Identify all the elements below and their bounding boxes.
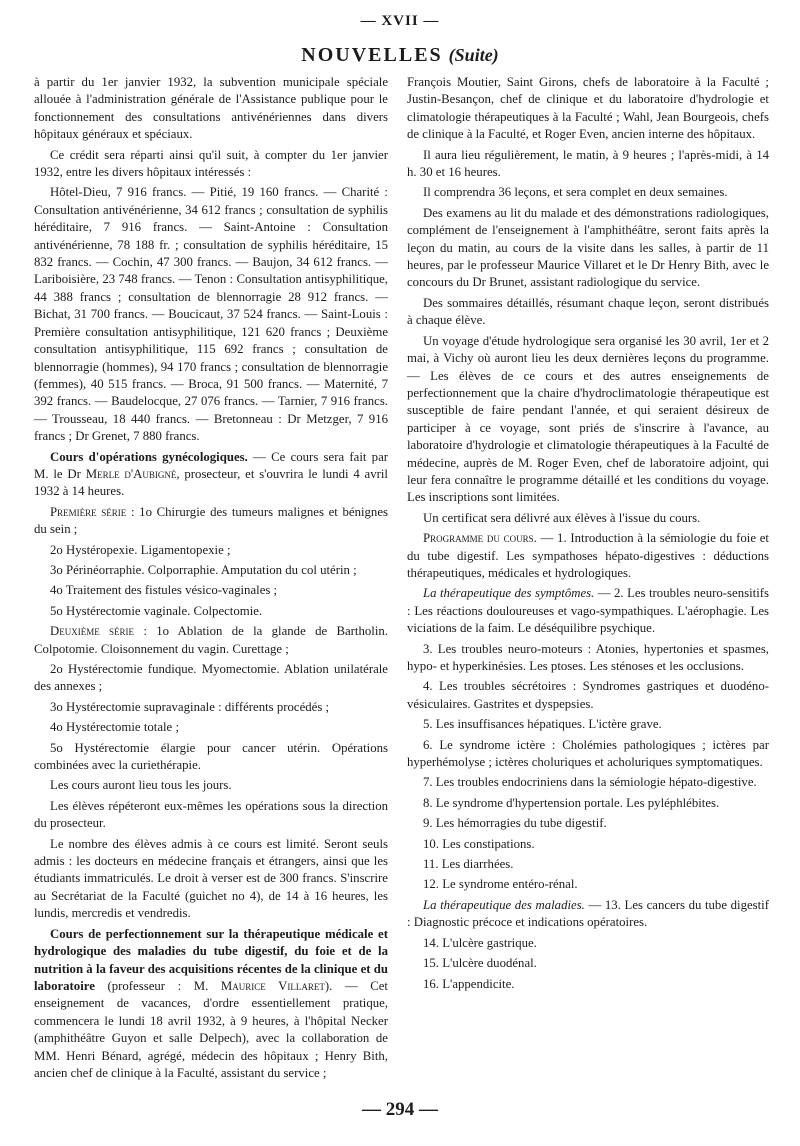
serie1-item: 2o Hystéropexie. Ligamentopexie ; — [50, 542, 231, 557]
lessons-paragraph: Il comprendra 36 leçons, et sera complet en deux semaines. — [423, 185, 728, 200]
voyage-paragraph: Un voyage d'étude hydrologique sera organisé les 30 avril, 1er et 2 mai, à Vichy où auront lieu les deux dernières leçons du programme. — Les élèves de ce cours et des autres enseignements de perfectionnement que la chaire d'hydroclimatologie thérapeutique est susceptible de faire pendant l'année, et qui seraient désireux de participer à ce voyage, sont priés de s'inscrire à l'avance, au laboratoire d'hydrologie et climatologie thérapeutiques à la Faculté de médecine, auprès de M. Roger Even, chef de laboratoire adjoint, qui leur fera connaître le programme détaillé et les conditions du voyage. Les inscriptions sont limitées. — [407, 333, 769, 505]
program-item: 16. L'appendicite. — [423, 976, 515, 991]
schedule-paragraph: Il aura lieu régulièrement, le matin, à 9 heures ; l'après-midi, à 14 h. 30 et 16 heures. — [407, 147, 769, 180]
serie2-item: 4o Hystérectomie totale ; — [50, 720, 179, 735]
credit-paragraph: Ce crédit sera réparti ainsi qu'il suit, à compter du 1er janvier 1932, entre les divers hôpitaux intéressés : — [34, 147, 388, 180]
serie1-item: 5o Hystérectomie vaginale. Colpectomie. — [50, 603, 263, 618]
exams-paragraph: Des examens au lit du malade et des démonstrations radiologiques, complément de l'enseignement à l'amphithéâtre, seront faits après la leçon du matin, au cours de la visite dans les salles, à partir de 11 heures, par le professeur Maurice Villaret et le Dr Henry Bith, avec le concours du Dr Brunet, assistant radiologique du service. — [407, 205, 769, 290]
collaborators-paragraph: François Moutier, Saint Girons, chefs de laboratoire à la Faculté ; Justin-Besançon, chef de clinique et du laboratoire d'hydrologie et climatologie thérapeutiques à la Faculté ; Wahl, Jean Bourgeois, chefs de clinique à la Faculté, et Roger Even, ancien interne des hôpitaux. — [407, 75, 769, 142]
program-item: 14. L'ulcère gastrique. — [423, 935, 537, 950]
program-item: 12. Le syndrome entéro-rénal. — [423, 877, 578, 892]
program-item: 10. Les constipations. — [423, 836, 535, 851]
serie2-item: 3o Hystérectomie supravaginale : différents procédés ; — [50, 699, 330, 714]
serie2-first-item: Deuxième série : 1o Ablation de la glande de Bartholin. Colpotomie. Cloisonnement du vagin. Curettage ; — [34, 624, 388, 656]
serie2-label: Deuxième série — [50, 624, 135, 639]
serie1-first-item: Première série : 1o Chirurgie des tumeurs malignes et bénignes du sein ; — [34, 504, 388, 537]
serie1-item: 4o Traitement des fistules vésico-vaginales ; — [50, 583, 278, 598]
gyn-course-paragraph: Cours d'opérations gynécologiques. — Ce cours sera fait par M. le Dr Merle d'Aubigné, prosecteur, et s'ouvrira le lundi 4 avril 1932 à 14 heures. — [34, 449, 389, 499]
page-number: — 294 — — [362, 1099, 438, 1120]
repeat-paragraph: Les élèves répéteront eux-mêmes les opérations sous la direction du prosecteur. — [34, 798, 388, 831]
right-column — [407, 74, 769, 996]
symptoms-paragraph: La thérapeutique des symptômes. — 2. Les troubles neuro-sensitifs : Les réactions douloureuses et vago-sympathiques. L'aérophagie. Les viciations de la faim. Le déséquilibre psychique. — [407, 586, 769, 636]
section-title-suffix: (Suite) — [448, 45, 499, 65]
serie1-item: 3o Périnéorraphie. Colporraphie. Amputation du col utérin ; — [50, 562, 357, 577]
hospital-list-paragraph: Hôtel-Dieu, 7 916 francs. — Pitié, 19 160 francs. — Charité : Consultation antivénérienne, 34 612 francs ; consultation de syphilis héréditaire, 7 916 francs. — Saint-Antoine : Consultation antivénérienne, 78 188 fr. ; consultation de syphilis héréditaire, 15 832 francs. — Cochin, 47 300 francs. — Baujon, 34 612 francs. — Lariboisière, 23 748 francs. — Tenon : Consultation antisyphilitique, 44 388 francs ; consultation de blennorragie 28 912 francs. — Bichat, 31 700 francs. — Boucicaut, 37 524 francs. — Saint-Louis : Première consultation antisyphilitique, 121 620 francs ; Deuxième consultation antisyphilitique, 115 692 francs ; consultation de blennorragie (hommes), 94 170 francs ; consultation de blennorragie (femmes), 40 515 francs. — Broca, 91 500 francs. — Maternité, 7 392 francs. — Baudelocque, 27 076 francs. — Tarnier, 7 916 francs. — Trousseau, 18 440 francs. — Bretonneau : Dr Metzger, 7 916 francs ; Dr Grenet, 7 880 francs. — [34, 185, 388, 444]
program-item: 7. Les troubles endocriniens dans la sémiologie hépato-digestive. — [423, 775, 757, 790]
section-title: NOUVELLES — [301, 44, 443, 66]
diseases-label: La thérapeutique des maladies. — [423, 897, 585, 912]
program-paragraph: Programme du cours. — 1. Introduction à la sémiologie du foie et du tube digestif. Les sympathoses hépato-digestives : déductions thérapeutiques, médicales et hydrologiques. — [407, 531, 769, 580]
program-item: 11. Les diarrhées. — [423, 857, 514, 872]
page-roman-numeral: — XVII — — [360, 13, 440, 29]
program-item: 5. Les insuffisances hépatiques. L'ictère grave. — [423, 717, 662, 732]
page-title — [0, 44, 800, 67]
program-item: 9. Les hémorragies du tube digestif. — [423, 816, 607, 831]
serie2-item: 5o Hystérectomie élargie pour cancer utérin. Opérations combinées avec la curiethérapie. — [34, 740, 388, 773]
gyn-course-heading: Cours d'opérations gynécologiques. — [50, 449, 248, 464]
program-item: 6. Le syndrome ictère : Cholémies pathologiques ; ictères par hyperhémolyse ; ictères choluriques et acholuriques symptomatiques. — [407, 737, 769, 770]
gyn-course-lecturer: Merle d'Aubigné — [85, 466, 177, 481]
serie1-label: Première série — [50, 504, 127, 519]
perf-course-professor: Maurice Villaret — [220, 978, 325, 993]
program-item: 3. Les troubles neuro-moteurs : Atonies, hypertonies et spasmes, hypo- et hyperkinésies. Les ptoses. Les sténoses et les occlusions. — [407, 641, 769, 673]
program-label: Programme du cours — [423, 531, 534, 546]
diseases-paragraph: La thérapeutique des maladies. — 13. Les cancers du tube digestif : Diagnostic précoce et indications opératoires. — [407, 897, 769, 930]
serie2-item: 2o Hystérectomie fundique. Myomectomie. Ablation unilatérale des annexes ; — [34, 662, 388, 694]
limit-paragraph: Le nombre des élèves admis à ce cours est limité. Seront seuls admis : les docteurs en médecine français et étrangers, ainsi que les étudiants immatriculés. Le droit à verser est de 300 francs. S'inscrire au Secrétariat de la Faculté (guichet no 4), de 14 à 16 heures, les lundis, mercredis et vendredis. — [34, 836, 388, 921]
symptoms-label: La thérapeutique des symptômes. — [423, 586, 595, 601]
subsidy-paragraph: à partir du 1er janvier 1932, la subvention municipale spéciale allouée à l'administration générale de l'Assistance publique pour le fonctionnement des consultations antivénériennes dans divers hôpitaux généraux et spéciaux. — [34, 75, 388, 142]
certificate-paragraph: Un certificat sera délivré aux élèves à l'issue du cours. — [423, 510, 701, 525]
left-column — [34, 74, 388, 1085]
summaries-paragraph: Des sommaires détaillés, résumant chaque leçon, seront distribués à chaque élève. — [407, 295, 769, 328]
perf-course-paragraph: Cours de perfectionnement sur la thérapeutique médicale et hydrologique des maladies du tube digestif, du foie et de la nutrition à la faveur des acquisitions récentes de la clinique et du laboratoire (professeur : M. Maurice Villaret). — Cet enseignement de vacances, d'ordre essentiellement pratique, commencera le lundi 18 avril 1932, à 9 heures, à l'hôpital Necker (amphithéâtre Guyon et salle Delpech), avec la collaboration de MM. Henri Bénard, agrégé, médecin des hôpitaux ; Henry Bith, ancien chef de clinique à la Faculté, assistant du service ; — [34, 926, 388, 1080]
program-item: 15. L'ulcère duodénal. — [423, 956, 537, 971]
perf-course-heading: Cours de perfectionnement sur la thérapeutique médicale et hydrologique des maladies du tube digestif, du foie et de la nutrition à la faveur des acquisitions récentes de la clinique et du laboratoire — [34, 926, 388, 993]
daily-paragraph: Les cours auront lieu tous les jours. — [50, 778, 232, 793]
program-item: 4. Les troubles sécrétoires : Syndromes gastriques et duodéno-vésiculaires. Gastrites et dyspepsies. — [407, 679, 769, 711]
program-item: 8. Le syndrome d'hypertension portale. Les pyléphlébites. — [423, 795, 720, 810]
